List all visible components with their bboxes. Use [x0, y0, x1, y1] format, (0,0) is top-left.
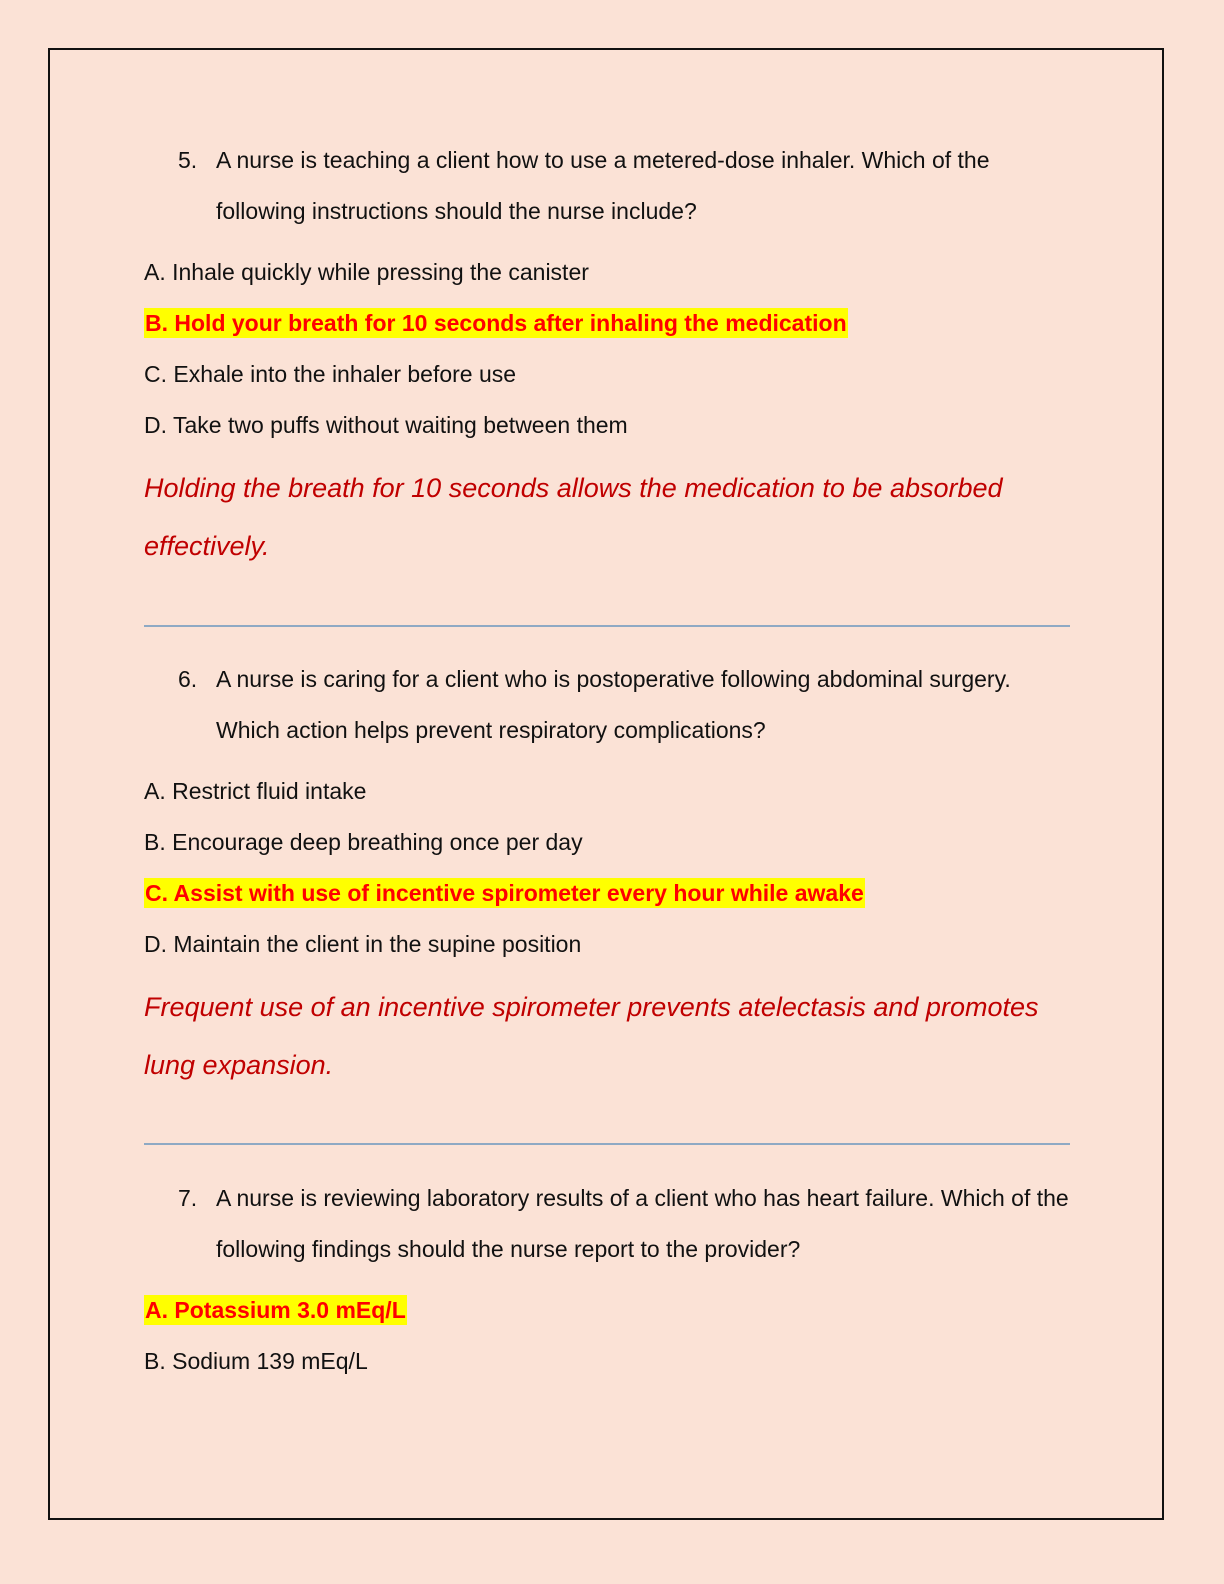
answer-options — [144, 1285, 1074, 1387]
option-text: A. Inhale quickly while pressing the canister — [144, 259, 589, 285]
option-text: C. Exhale into the inhaler before use — [144, 361, 517, 387]
option-text: B. Sodium 139 mEq/L — [144, 1348, 368, 1374]
question-stem — [144, 654, 1074, 756]
answer-option-b — [144, 1336, 1074, 1387]
option-text: A. Restrict fluid intake — [144, 778, 367, 804]
question-stem — [144, 135, 1074, 237]
answer-option-a-correct — [144, 1285, 1074, 1336]
answer-option-d — [144, 400, 1074, 451]
correct-answer-highlight: C. Assist with use of incentive spirometer every hour while awake — [145, 880, 864, 906]
answer-option-c — [144, 349, 1074, 400]
question-number: 6. — [178, 666, 198, 692]
answer-options — [144, 766, 1074, 970]
option-text: B. Encourage deep breathing once per day — [144, 829, 583, 855]
answer-option-a — [144, 766, 1074, 817]
answer-option-c-correct — [144, 868, 1074, 919]
question-7 — [144, 1173, 1074, 1387]
question-5 — [144, 135, 1074, 575]
question-text: A nurse is reviewing laboratory results of a client who has heart failure. Which of the following findings should the nurse report to the provider? — [216, 1185, 1069, 1262]
rationale: Frequent use of an incentive spirometer prevents atelectasis and promotes lung expansion. — [144, 992, 1039, 1080]
answer-option-a — [144, 247, 1074, 298]
question-6 — [144, 654, 1074, 1094]
question-text: A nurse is teaching a client how to use a metered-dose inhaler. Which of the following instructions should the nurse include? — [216, 147, 990, 224]
question-number: 7. — [178, 1185, 198, 1211]
correct-answer-highlight: B. Hold your breath for 10 seconds after inhaling the medication — [145, 310, 847, 336]
question-number: 5. — [178, 147, 198, 173]
answer-option-b — [144, 817, 1074, 868]
answer-option-b-correct — [144, 298, 1074, 349]
answer-option-d — [144, 919, 1074, 970]
question-text: A nurse is caring for a client who is postoperative following abdominal surgery. Which action helps prevent respiratory complications? — [216, 666, 1011, 743]
option-text: D. Maintain the client in the supine position — [144, 931, 582, 957]
question-stem — [144, 1173, 1074, 1275]
option-text: D. Take two puffs without waiting between them — [144, 412, 628, 438]
correct-answer-highlight: A. Potassium 3.0 mEq/L — [145, 1297, 406, 1323]
rationale: Holding the breath for 10 seconds allows the medication to be absorbed effectively. — [144, 473, 1003, 561]
answer-options — [144, 247, 1074, 451]
section-divider — [144, 625, 1070, 627]
section-divider — [144, 1143, 1070, 1145]
